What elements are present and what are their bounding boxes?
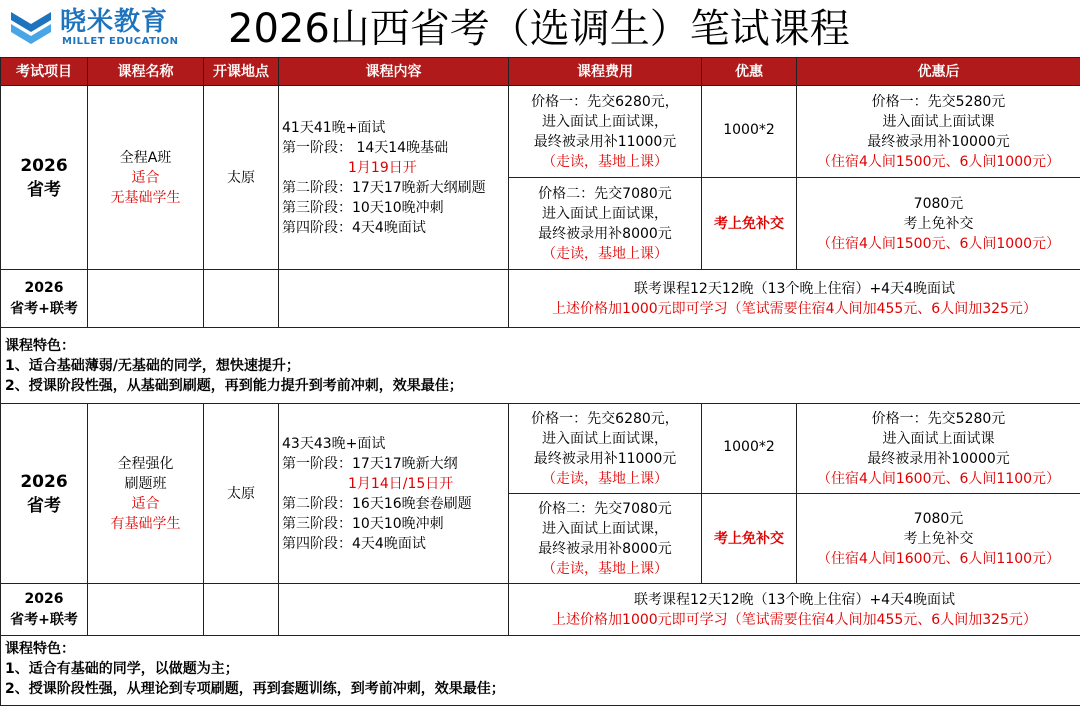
location-cell: 太原: [204, 404, 279, 584]
table-row: [1, 636, 1080, 706]
exam-cell: 2026 省考+联考: [1, 584, 88, 636]
empty-cell: [88, 270, 204, 328]
course-content-cell: 41天41晚+面试 第一阶段： 14天14晚基础 1月19日开 第二阶段：17天17晚新大纲刷题 第三阶段：10天10晚冲刺 第四阶段：4天4晚面试: [279, 86, 509, 270]
col-header-course: 课程名称: [88, 58, 204, 86]
discount-cell: 考上免补交: [702, 494, 797, 584]
price-option-1: 价格一：先交6280元， 进入面试上面试课， 最终被录用补11000元 （走读，基地上课）: [509, 86, 702, 178]
table-row: [1, 86, 1080, 178]
table-header-row: [1, 58, 1080, 86]
discount-cell: 考上免补交: [702, 178, 797, 270]
col-header-fee: 课程费用: [509, 58, 702, 86]
price-option-2: 价格二：先交7080元 进入面试上面试课， 最终被录用补8000元 （走读，基地上课）: [509, 178, 702, 270]
exam-cell: 2026 省考+联考: [1, 270, 88, 328]
course-name-cell: 全程A班 适合 无基础学生: [88, 86, 204, 270]
table-row: [1, 270, 1080, 328]
empty-cell: [88, 584, 204, 636]
discount-cell: 1000*2: [702, 404, 797, 494]
logo-icon: [8, 8, 54, 46]
joint-course-cell: 联考课程12天12晚（13个晚上住宿）+4天4晚面试 上述价格加1000元即可学习（笔试需要住宿4人间加455元、6人间加325元）: [509, 584, 1080, 636]
page-title: 2026山西省考（选调生）笔试课程: [228, 6, 850, 52]
course-table: [0, 57, 1080, 706]
empty-cell: [279, 584, 509, 636]
price-option-2: 价格二：先交7080元 进入面试上面试课， 最终被录用补8000元 （走读，基地上课）: [509, 494, 702, 584]
course-features: 课程特色： 1、适合有基础的同学，以做题为主； 2、授课阶段性强，从理论到专项刷题，再到套题训练，到考前冲刺，效果最佳；: [1, 636, 1080, 706]
discount-cell: 1000*2: [702, 86, 797, 178]
empty-cell: [279, 270, 509, 328]
logo-text-en: MILLET EDUCATION: [62, 36, 179, 47]
course-content-cell: 43天43晚+面试 第一阶段：17天17晚新大纲 1月14日/15日开 第二阶段：16天16晚套卷刷题 第三阶段：10天10晚冲刺 第四阶段：4天4晚面试: [279, 404, 509, 584]
exam-cell: 2026 省考: [1, 86, 88, 270]
price-option-1: 价格一：先交6280元， 进入面试上面试课， 最终被录用补11000元 （走读，基地上课）: [509, 404, 702, 494]
col-header-exam: 考试项目: [1, 58, 88, 86]
brand-logo: [8, 6, 208, 52]
page-header: [0, 0, 1080, 57]
empty-cell: [204, 270, 279, 328]
col-header-location: 开课地点: [204, 58, 279, 86]
table-row: [1, 584, 1080, 636]
col-header-content: 课程内容: [279, 58, 509, 86]
after-discount-option-2: 7080元 考上免补交 （住宿4人间1600元、6人间1100元）: [797, 494, 1080, 584]
col-header-discount: 优惠: [702, 58, 797, 86]
course-features: 课程特色： 1、适合基础薄弱/无基础的同学，想快速提升； 2、授课阶段性强，从基础到刷题，再到能力提升到考前冲刺，效果最佳；: [1, 328, 1080, 404]
col-header-after-discount: 优惠后: [797, 58, 1080, 86]
table-row: [1, 404, 1080, 494]
joint-course-cell: 联考课程12天12晚（13个晚上住宿）+4天4晚面试 上述价格加1000元即可学习（笔试需要住宿4人间加455元、6人间加325元）: [509, 270, 1080, 328]
after-discount-option-1: 价格一：先交5280元 进入面试上面试课 最终被录用补10000元 （住宿4人间1500元、6人间1000元）: [797, 86, 1080, 178]
location-cell: 太原: [204, 86, 279, 270]
after-discount-option-1: 价格一：先交5280元 进入面试上面试课 最终被录用补10000元 （住宿4人间1600元、6人间1100元）: [797, 404, 1080, 494]
table-row: [1, 328, 1080, 404]
empty-cell: [204, 584, 279, 636]
after-discount-option-2: 7080元 考上免补交 （住宿4人间1500元、6人间1000元）: [797, 178, 1080, 270]
logo-text-cn: 晓米教育: [60, 7, 169, 37]
course-name-cell: 全程强化 刷题班 适合 有基础学生: [88, 404, 204, 584]
exam-cell: 2026 省考: [1, 404, 88, 584]
